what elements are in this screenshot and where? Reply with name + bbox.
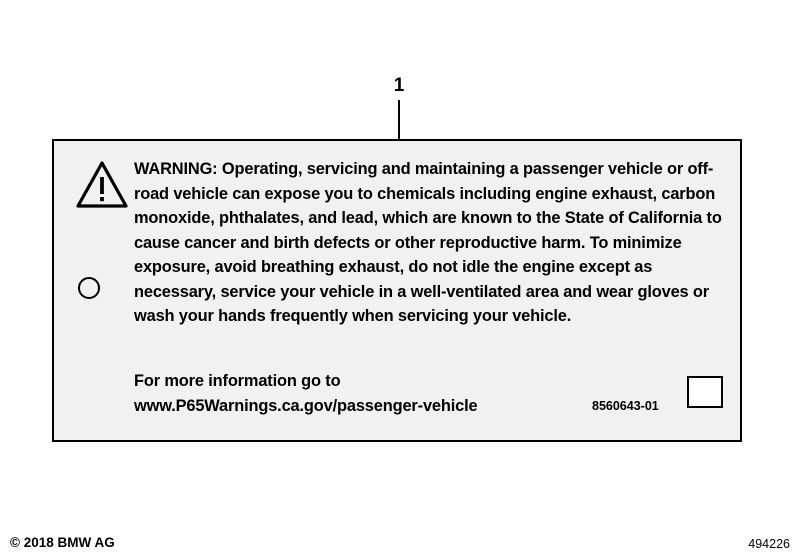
callout-number-1: 1 [393,75,405,96]
warning-label-plate [52,139,742,442]
more-info-url: www.P65Warnings.ca.gov/passenger-vehicle [134,396,478,415]
warning-text-block [134,157,724,329]
footer-drawing-number: 494226 [748,537,790,551]
warning-heading: WARNING: [134,160,218,178]
more-info-line-1: For more information go to [134,372,341,390]
callout-leader-line [398,100,400,140]
punch-hole-marker [78,277,100,299]
empty-box-field [687,376,723,408]
footer-copyright: © 2018 BMW AG [10,535,115,550]
warning-triangle-icon [76,161,128,209]
label-part-number: 8560643-01 [592,399,659,413]
more-info-block [134,369,604,418]
warning-body: Operating, servicing and maintaining a passenger vehicle or off-road vehicle can expose you to chemicals including engine exhaust, carbon monoxide, phthalates, and lead, which are known to the State of California to cause cancer and birth defects or other reproductive harm. To minimize exposure, avoid breathing exhaust, do not idle the engine except as necessary, service your vehicle in a well-ventilated area and wear gloves or wash your hands frequently when servicing your vehicle. [134,160,722,326]
